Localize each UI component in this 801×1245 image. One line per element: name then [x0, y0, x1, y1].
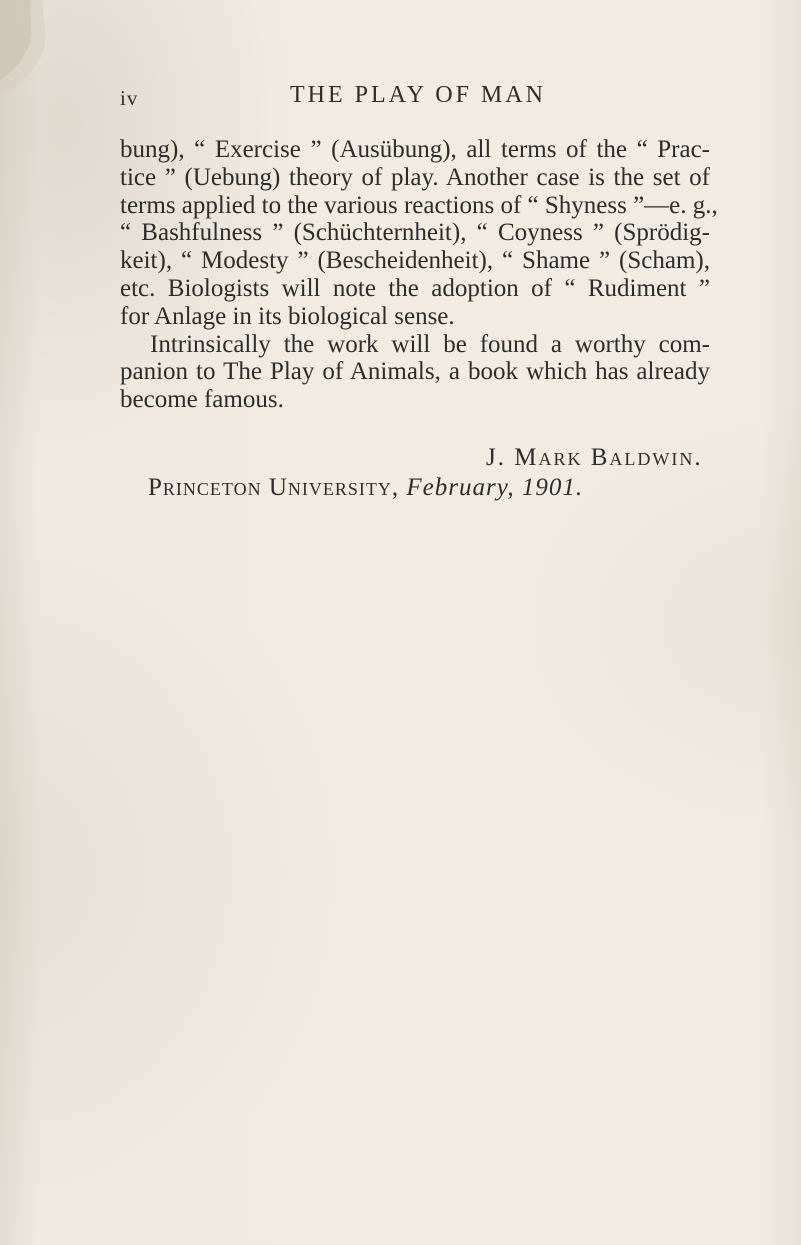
text-line: for Anlage in its biological sense. [120, 302, 455, 330]
place-date-line [148, 474, 583, 502]
text-line: Intrinsically the work will be found a worthy com- [150, 330, 710, 358]
text-line: keit), “ Modesty ” (Bescheidenheit), “ Shame ” (Scham), [120, 247, 710, 275]
running-header [120, 82, 680, 122]
text-line: tice ” (Uebung) theory of play. Another case is the set of [120, 163, 710, 191]
running-title: THE PLAY OF MAN [290, 82, 546, 108]
torn-corner-decoration [0, 0, 70, 100]
text-line: “ Bashfulness ” (Schüchternheit), “ Coyness ” (Sprödig- [120, 219, 710, 247]
text-line: bung), “ Exercise ” (Ausübung), all terms of the “ Prac- [120, 136, 710, 163]
text-line: terms applied to the various reactions of “ Shyness ”—e. g., [120, 191, 718, 219]
text-line: panion to The Play of Animals, a book which has already [120, 358, 710, 386]
text-line: etc. Biologists will note the adoption of “ Rudiment ” [120, 274, 710, 302]
date: February, 1901. [406, 474, 584, 501]
text-line: become famous. [120, 386, 284, 414]
page-number: iv [120, 86, 139, 110]
place: Princeton University, [148, 474, 400, 501]
body-paragraphs [120, 136, 718, 414]
author-signature: J. Mark Baldwin. [486, 444, 703, 471]
